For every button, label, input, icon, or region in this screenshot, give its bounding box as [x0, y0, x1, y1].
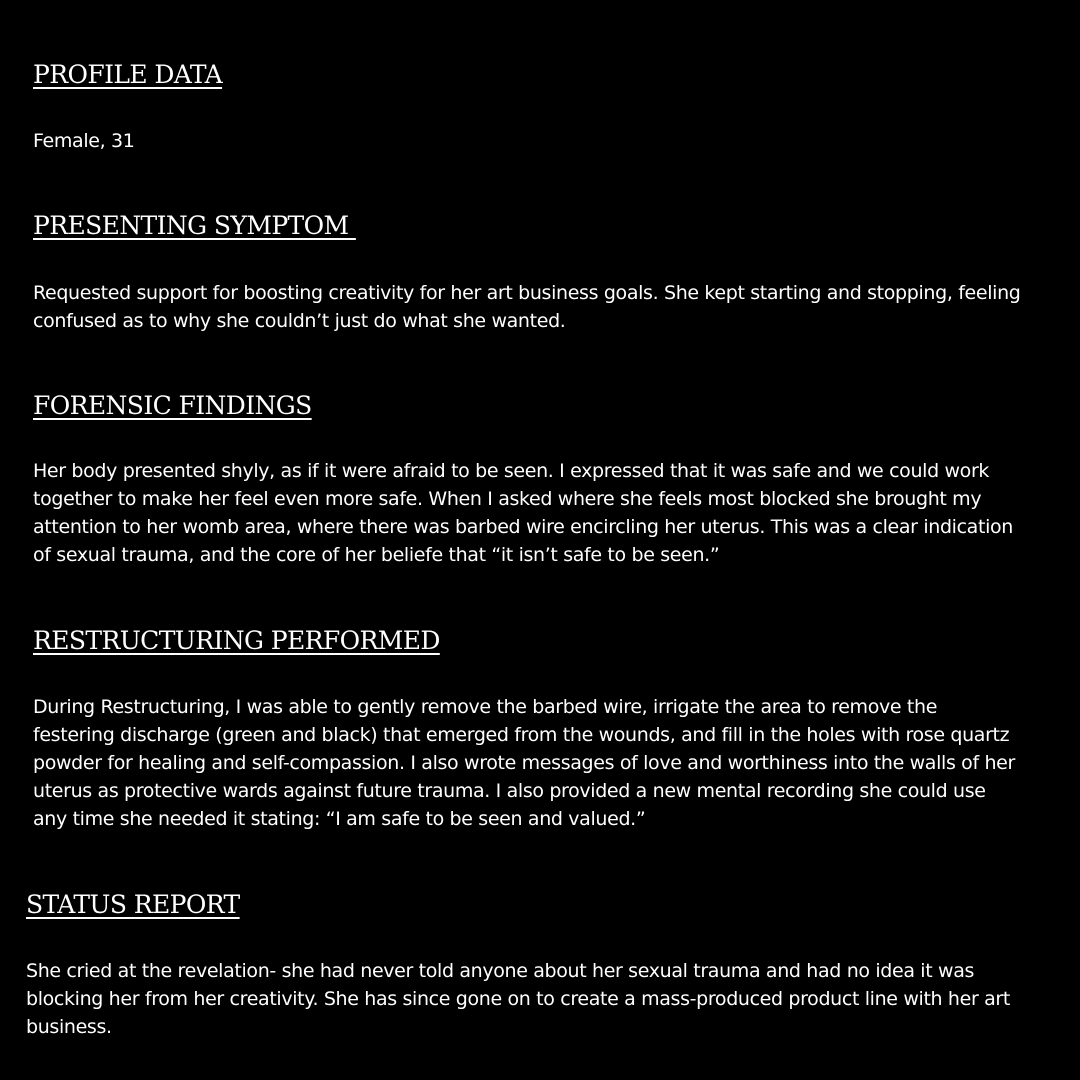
presenting-symptom-text: Requested support for boosting creativity for her art business goals. She kept starting and stopping, feeling confused as to why she couldn’t just do what she wanted.	[33, 282, 1021, 332]
restructuring-performed-heading: RESTRUCTURING PERFORMED	[33, 626, 440, 655]
forensic-findings-heading: FORENSIC FINDINGS	[33, 391, 312, 420]
profile-data-text: Female, 31	[33, 130, 135, 152]
profile-data-heading: PROFILE DATA	[33, 60, 223, 89]
forensic-findings-text: Her body presented shyly, as if it were afraid to be seen. I expressed that it was safe and we could work together to make her feel even more safe. When I asked where she feels most blocked she brought my attention to her womb area, where there was barbed wire encircling her uterus. This was a clear indication of sexual trauma, and the core of her beliefe that “it isn’t safe to be seen.”	[33, 460, 1013, 566]
presenting-symptom-heading: PRESENTING SYMPTOM	[33, 211, 356, 240]
status-report-heading: STATUS REPORT	[26, 890, 240, 919]
status-report-text: She cried at the revelation- she had never told anyone about her sexual trauma and had no idea it was blocking her from her creativity. She has since gone on to create a mass-produced product line with her art business.	[26, 960, 1010, 1038]
restructuring-performed-text: During Restructuring, I was able to gently remove the barbed wire, irrigate the area to remove the festering discharge (green and black) that emerged from the wounds, and fill in the holes with rose quartz powder for healing and self-compassion. I also wrote messages of love and worthiness into the walls of her uterus as protective wards against future trauma. I also provided a new mental recording she could use any time she needed it stating: “I am safe to be seen and valued.”	[33, 696, 1015, 830]
